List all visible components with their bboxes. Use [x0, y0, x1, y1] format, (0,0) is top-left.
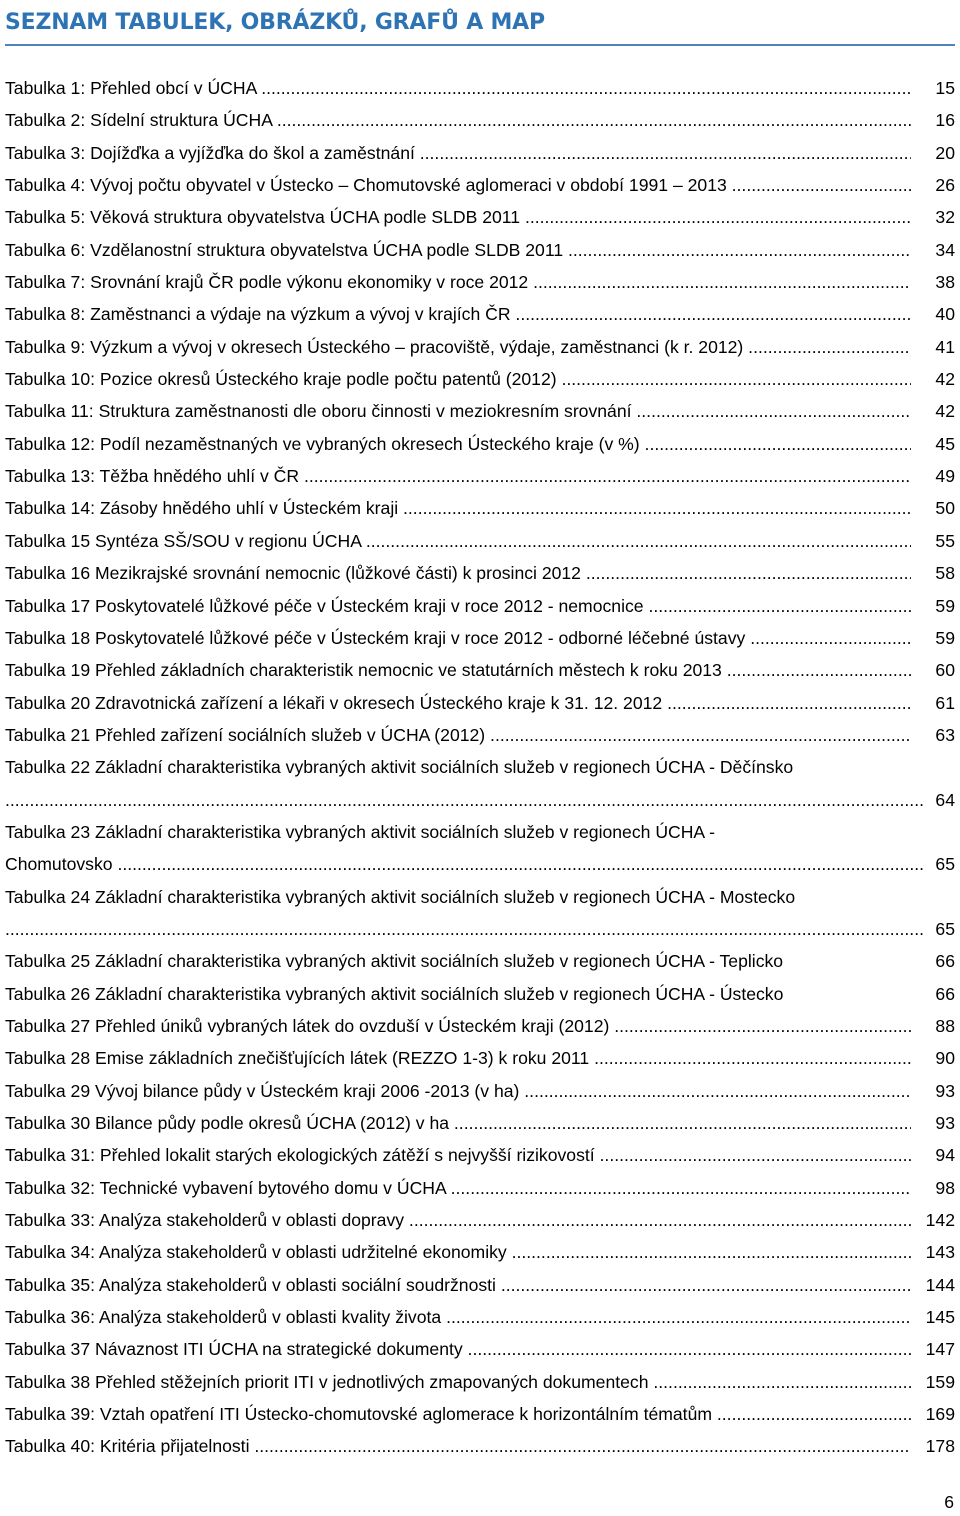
toc-entry-title: Tabulka 11: Struktura zaměstnanosti dle oboru činnosti v meziokresním srovnání ..... [5, 395, 911, 427]
toc-entry-title: Tabulka 6: Vzdělanostní struktura obyvatelstva ÚCHA podle SLDB 2011 ..... [5, 234, 911, 266]
toc-entry[interactable] [5, 1172, 955, 1204]
toc-entry-title: Tabulka 8: Zaměstnanci a výdaje na výzkum a vývoj v krajích ČR ..... [5, 298, 911, 330]
toc-entry[interactable] [5, 104, 955, 136]
toc-entry[interactable] [5, 881, 955, 913]
toc-heading: SEZNAM TABULEK, OBRÁZKŮ, GRAFŮ A MAP [5, 10, 545, 35]
toc-entry-page: 159 [923, 1366, 955, 1398]
toc-entry-title: Tabulka 15 Syntéza SŠ/SOU v regionu ÚCHA ..... [5, 525, 911, 557]
toc-entry[interactable] [5, 137, 955, 169]
toc-entry-title: Tabulka 7: Srovnání krajů ČR podle výkonu ekonomiky v roce 2012 ..... [5, 266, 911, 298]
toc-entry-title: Tabulka 20 Zdravotnická zařízení a lékaři v okresech Ústeckého kraje k 31. 12. 2012 ..... [5, 687, 911, 719]
toc-entry-title: Tabulka 5: Věková struktura obyvatelstva ÚCHA podle SLDB 2011 ..... [5, 201, 911, 233]
toc-entry-page: 15 [932, 72, 955, 104]
toc-entry-page: 60 [932, 654, 955, 686]
toc-entry-title: Tabulka 40: Kritéria přijatelnosti ..... [5, 1430, 911, 1462]
toc-entry[interactable] [5, 590, 955, 622]
toc-entry-continuation[interactable] [5, 913, 955, 945]
toc-entry-page: 144 [923, 1269, 955, 1301]
toc-entry-page: 55 [932, 525, 955, 557]
toc-entry[interactable] [5, 298, 955, 330]
toc-entry[interactable] [5, 234, 955, 266]
toc-entry[interactable] [5, 1204, 955, 1236]
toc-entry[interactable] [5, 751, 955, 783]
toc-entry-page: 147 [923, 1333, 955, 1365]
toc-entry-page: 66 [932, 978, 955, 1010]
toc-entry-title: Tabulka 10: Pozice okresů Ústeckého kraje podle počtu patentů (2012) ..... [5, 363, 911, 395]
table-of-contents [5, 72, 955, 1463]
toc-entry[interactable] [5, 1010, 955, 1042]
toc-entry[interactable] [5, 622, 955, 654]
toc-entry[interactable] [5, 1333, 955, 1365]
toc-entry-page: 90 [932, 1042, 955, 1074]
toc-entry-page: 61 [932, 687, 955, 719]
toc-entry-page: 63 [932, 719, 955, 751]
toc-entry-page: 59 [932, 590, 955, 622]
toc-entry-title: Tabulka 2: Sídelní struktura ÚCHA ..... [5, 104, 911, 136]
toc-entry-page: 34 [932, 234, 955, 266]
toc-entry-title: Tabulka 39: Vztah opatření ITI Ústecko-chomutovské aglomerace k horizontálním tématům ..... [5, 1398, 911, 1430]
toc-entry-page: 59 [932, 622, 955, 654]
toc-entry[interactable] [5, 201, 955, 233]
toc-entry-page: 178 [923, 1430, 955, 1462]
toc-entry-title: Tabulka 35: Analýza stakeholderů v oblasti sociální soudržnosti ..... [5, 1269, 911, 1301]
toc-entry-title: Tabulka 24 Základní charakteristika vybraných aktivit sociálních služeb v regionech ÚCHA - Mostecko [5, 886, 796, 907]
toc-entry[interactable] [5, 169, 955, 201]
toc-entry[interactable] [5, 1139, 955, 1171]
toc-entry[interactable] [5, 1236, 955, 1268]
toc-entry-page: 65 [932, 848, 955, 880]
toc-entry-title: Tabulka 31: Přehled lokalit starých ekologických zátěží s nejvyšší rizikovostí ..... [5, 1139, 911, 1171]
toc-entry-page: 45 [932, 428, 955, 460]
toc-entry-title: Tabulka 34: Analýza stakeholderů v oblasti udržitelné ekonomiky ..... [5, 1236, 911, 1268]
toc-entry-page: 94 [932, 1139, 955, 1171]
toc-entry[interactable] [5, 525, 955, 557]
toc-entry-page: 93 [932, 1107, 955, 1139]
toc-entry-continuation[interactable] [5, 784, 955, 816]
toc-entry-page: 93 [932, 1075, 955, 1107]
toc-entry[interactable] [5, 1042, 955, 1074]
toc-entry-page: 98 [932, 1172, 955, 1204]
toc-entry-title: Tabulka 38 Přehled stěžejních priorit ITI v jednotlivých zmapovaných dokumentech ..... [5, 1366, 911, 1398]
toc-entry-page: 50 [932, 492, 955, 524]
toc-entry-page: 40 [932, 298, 955, 330]
toc-entry[interactable] [5, 1301, 955, 1333]
toc-entry-title: Tabulka 29 Vývoj bilance půdy v Ústeckém kraji 2006 -2013 (v ha) ..... [5, 1075, 911, 1107]
toc-entry-title: Tabulka 17 Poskytovatelé lůžkové péče v Ústeckém kraji v roce 2012 - nemocnice ..... [5, 590, 911, 622]
toc-entry-title: Tabulka 3: Dojížďka a vyjížďka do škol a zaměstnání ..... [5, 137, 911, 169]
toc-entry[interactable] [5, 1075, 955, 1107]
toc-entry-page: 42 [932, 395, 955, 427]
toc-entry-continuation[interactable] [5, 848, 955, 880]
toc-entry-title: Tabulka 37 Návaznost ITI ÚCHA na strategické dokumenty ..... [5, 1333, 911, 1365]
toc-entry-page: 169 [923, 1398, 955, 1430]
toc-entry-page: 20 [932, 137, 955, 169]
page-number: 6 [944, 1492, 954, 1512]
toc-entry-title: Tabulka 18 Poskytovatelé lůžkové péče v Ústeckém kraji v roce 2012 - odborné léčebné ústavy ..... [5, 622, 911, 654]
toc-entry[interactable] [5, 654, 955, 686]
toc-entry-title: Tabulka 32: Technické vybavení bytového domu v ÚCHA ..... [5, 1172, 911, 1204]
toc-entry-page: 142 [923, 1204, 955, 1236]
toc-entry-page: 26 [932, 169, 955, 201]
toc-entry[interactable] [5, 492, 955, 524]
toc-entry[interactable] [5, 1430, 955, 1462]
toc-entry[interactable] [5, 978, 955, 1010]
toc-entry-page: 65 [932, 913, 955, 945]
toc-entry[interactable] [5, 687, 955, 719]
toc-entry-title: Tabulka 21 Přehled zařízení sociálních služeb v ÚCHA (2012) ..... [5, 719, 911, 751]
toc-entry[interactable] [5, 266, 955, 298]
toc-entry[interactable] [5, 557, 955, 589]
toc-entry-title: Tabulka 14: Zásoby hnědého uhlí v Ústeckém kraji ..... [5, 492, 911, 524]
toc-entry[interactable] [5, 1107, 955, 1139]
toc-entry-title: Tabulka 9: Výzkum a vývoj v okresech Ústeckého – pracoviště, výdaje, zaměstnanci (k r. 2012) ..... [5, 331, 911, 363]
toc-entry-title-wrap [5, 913, 925, 945]
heading-underline [5, 44, 955, 46]
toc-entry[interactable] [5, 1269, 955, 1301]
toc-entry-page: 49 [932, 460, 955, 492]
toc-entry[interactable] [5, 1366, 955, 1398]
toc-entry-title: Tabulka 30 Bilance půdy podle okresů ÚCHA (2012) v ha ..... [5, 1107, 911, 1139]
toc-entry[interactable] [5, 719, 955, 751]
toc-entry-title: Tabulka 26 Základní charakteristika vybraných aktivit sociálních služeb v regionech ÚCHA - Ústecko [5, 983, 784, 1004]
toc-entry-title: Tabulka 16 Mezikrajské srovnání nemocnic (lůžkové části) k prosinci 2012 ..... [5, 557, 911, 589]
toc-entry[interactable] [5, 816, 955, 848]
toc-entry[interactable] [5, 331, 955, 363]
toc-entry-title: Tabulka 4: Vývoj počtu obyvatel v Ústecko – Chomutovské aglomeraci v období 1991 – 2013 ..... [5, 169, 911, 201]
toc-entry-page: 145 [923, 1301, 955, 1333]
toc-entry[interactable] [5, 1398, 955, 1430]
toc-entry-page: 16 [932, 104, 955, 136]
toc-entry-title: Tabulka 12: Podíl nezaměstnaných ve vybraných okresech Ústeckého kraje (v %) ..... [5, 428, 911, 460]
toc-entry[interactable] [5, 945, 955, 977]
toc-entry-page: 66 [932, 945, 955, 977]
toc-entry-title: Tabulka 22 Základní charakteristika vybraných aktivit sociálních služeb v regionech ÚCHA - Děčínsko [5, 757, 794, 778]
toc-entry[interactable] [5, 395, 955, 427]
toc-entry[interactable] [5, 428, 955, 460]
toc-entry-title: Tabulka 13: Těžba hnědého uhlí v ČR ..... [5, 460, 911, 492]
toc-entry-title: Tabulka 36: Analýza stakeholderů v oblasti kvality života ..... [5, 1301, 911, 1333]
toc-entry[interactable] [5, 363, 955, 395]
toc-entry[interactable] [5, 72, 955, 104]
toc-entry-page: 58 [932, 557, 955, 589]
toc-entry-title: Tabulka 28 Emise základních znečišťujících látek (REZZO 1-3) k roku 2011 ..... [5, 1042, 911, 1074]
toc-entry-title: Tabulka 19 Přehled základních charakteristik nemocnic ve statutárních městech k roku 2013 ..... [5, 654, 911, 686]
toc-entry-page: 64 [932, 784, 955, 816]
toc-entry-title: Tabulka 33: Analýza stakeholderů v oblasti dopravy ..... [5, 1204, 911, 1236]
toc-entry-page: 32 [932, 201, 955, 233]
toc-entry[interactable] [5, 460, 955, 492]
toc-entry-title: Tabulka 1: Přehled obcí v ÚCHA ..... [5, 72, 911, 104]
toc-entry-title-wrap [5, 784, 925, 816]
toc-entry-page: 88 [932, 1010, 955, 1042]
toc-entry-title: Tabulka 27 Přehled úniků vybraných látek do ovzduší v Ústeckém kraji (2012) ..... [5, 1010, 911, 1042]
toc-entry-title: Tabulka 23 Základní charakteristika vybraných aktivit sociálních služeb v regionech ÚCHA - [5, 821, 715, 842]
toc-entry-title: Tabulka 25 Základní charakteristika vybraných aktivit sociálních služeb v regionech ÚCHA - Teplicko [5, 951, 784, 972]
toc-entry-page: 38 [932, 266, 955, 298]
toc-entry-page: 143 [923, 1236, 955, 1268]
toc-entry-title-wrap: Chomutovsko ..... [5, 848, 925, 880]
toc-entry-page: 41 [932, 331, 955, 363]
toc-entry-page: 42 [932, 363, 955, 395]
